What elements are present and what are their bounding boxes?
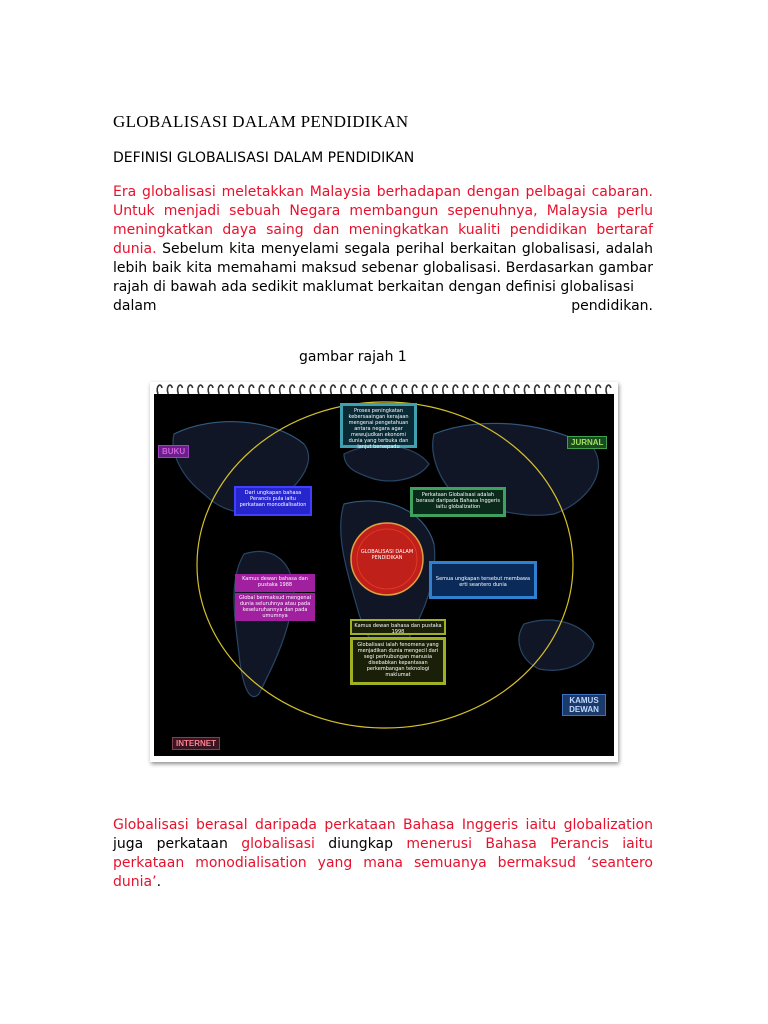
spiral-loop (239, 385, 244, 394)
spiral-loop (545, 385, 550, 394)
spiral-loop (229, 385, 234, 394)
spiral-loop (443, 385, 448, 394)
spiral-loop (596, 385, 601, 394)
spiral-loop (463, 385, 468, 394)
left-mid-definition-box-b: Global bermaksud mengenai dunia seluruhnya atau pada keseluruhannya dan pada umumnya (235, 593, 315, 621)
jurnal-tag: JURNAL (567, 436, 607, 449)
left-definition-box: Dari ungkapan bahasa Perancis pula iaitu perkataan monodialisation (234, 486, 312, 516)
conclusion-black-a: juga perkataan (113, 836, 242, 852)
intro-red-text: Era globalisasi meletakkan Malaysia berhadapan dengan pelbagai cabaran. Untuk menjadi sebuah Negara membangun sepenuhnya, Malaysia perlu meningkatkan daya saing dan meningkatkan kualiti pendidikan bertaraf dunia. (113, 184, 653, 257)
buku-tag: BUKU (158, 445, 189, 458)
spiral-loop (310, 385, 315, 394)
spiral-loop (565, 385, 570, 394)
spiral-loop (269, 385, 274, 394)
bottom-definition-box-a: Kamus dewan bahasa dan pustaka 1998 (350, 619, 446, 635)
spiral-loop (198, 385, 203, 394)
spiral-loop (524, 385, 529, 394)
spiral-loop (606, 385, 611, 394)
spiral-loop (178, 385, 183, 394)
spiral-loop (473, 385, 478, 394)
spiral-loop (218, 385, 223, 394)
spiral-loop (157, 385, 162, 394)
intro-last-line (113, 297, 653, 316)
conclusion-black-b: diungkap (314, 836, 407, 852)
bottom-definition-box-b: Globalisasi ialah fenomena yang menjadikan dunia mengecil dari segi perhubungan manusia disebabkan kepantasan perkembangan teknologi maklumat (350, 637, 446, 685)
spiral-loop (290, 385, 295, 394)
internet-tag: INTERNET (172, 737, 220, 750)
world-map-background (154, 394, 614, 756)
spiral-loop (188, 385, 193, 394)
spiral-loop (300, 385, 305, 394)
spiral-loop (392, 385, 397, 394)
spiral-loop (382, 385, 387, 394)
spiral-loop (341, 385, 346, 394)
spiral-loop (208, 385, 213, 394)
center-label: GLOBALISASI DALAM PENDIDIKAN (360, 549, 414, 561)
top-definition-box: Proses peningkatan kebersaaingan kerajaan mengenai pengetahuan antara negara agar mewujudkan ekonomi dunia yang terbuka dan lanjut bersepadu (340, 403, 417, 448)
spiral-loop (453, 385, 458, 394)
section-heading: DEFINISI GLOBALISASI DALAM PENDIDIKAN (113, 150, 415, 166)
spiral-loop (331, 385, 336, 394)
spiral-loop (422, 385, 427, 394)
right-top-definition-box: Perkataan Globalisasi adalah berasal daripada Bahasa Inggeris iaitu globalization (410, 487, 506, 517)
page-title: GLOBALISASI DALAM PENDIDIKAN (113, 112, 409, 131)
intro-last-word-right: pendidikan. (571, 298, 653, 314)
diagram-figure (150, 382, 618, 762)
spiral-loop (280, 385, 285, 394)
intro-last-word-left: dalam (113, 298, 157, 314)
spiral-loop (504, 385, 509, 394)
right-mid-definition-box: Semua ungkapan tersebut membawa erti seantero dunia (429, 561, 537, 599)
spiral-loop (555, 385, 560, 394)
spiral-loop (514, 385, 519, 394)
spiral-loop (371, 385, 376, 394)
intro-black-text: Sebelum kita menyelami segala perihal berkaitan globalisasi, adalah lebih baik kita memahami maksud sebenar globalisasi. Berdasarkan gambar rajah di bawah ada sedikit maklumat berkaitan dengan definisi globalisasi (113, 241, 653, 295)
spiral-loop (412, 385, 417, 394)
conclusion-red-a: Globalisasi berasal daripada perkataan Bahasa Inggeris iaitu globalization (113, 817, 653, 833)
figure-caption: gambar rajah 1 (299, 349, 407, 365)
conclusion-red-b: globalisasi (241, 836, 315, 852)
spiral-loop (259, 385, 264, 394)
kamus-dewan-tag: KAMUS DEWAN (562, 694, 606, 716)
spiral-loop (249, 385, 254, 394)
spiral-loop (575, 385, 580, 394)
spiral-loop (494, 385, 499, 394)
conclusion-red-c: menerusi Bahasa Perancis iaitu perkataan monodialisation yang mana semuanya bermaksud ‘seantero dunia’ (113, 836, 653, 890)
spiral-loop (351, 385, 356, 394)
spiral-loop (586, 385, 591, 394)
intro-paragraph (113, 183, 653, 316)
spiral-loop (535, 385, 540, 394)
left-mid-definition-box-a: Kamus dewan bahasa dan pustaka 1988 (235, 574, 315, 592)
conclusion-black-c: . (156, 874, 162, 890)
conclusion-paragraph (113, 816, 653, 892)
spiral-loop (167, 385, 172, 394)
spiral-loop (320, 385, 325, 394)
spiral-loop (484, 385, 489, 394)
spiral-loop (402, 385, 407, 394)
spiral-loop (361, 385, 366, 394)
spiral-loop (433, 385, 438, 394)
